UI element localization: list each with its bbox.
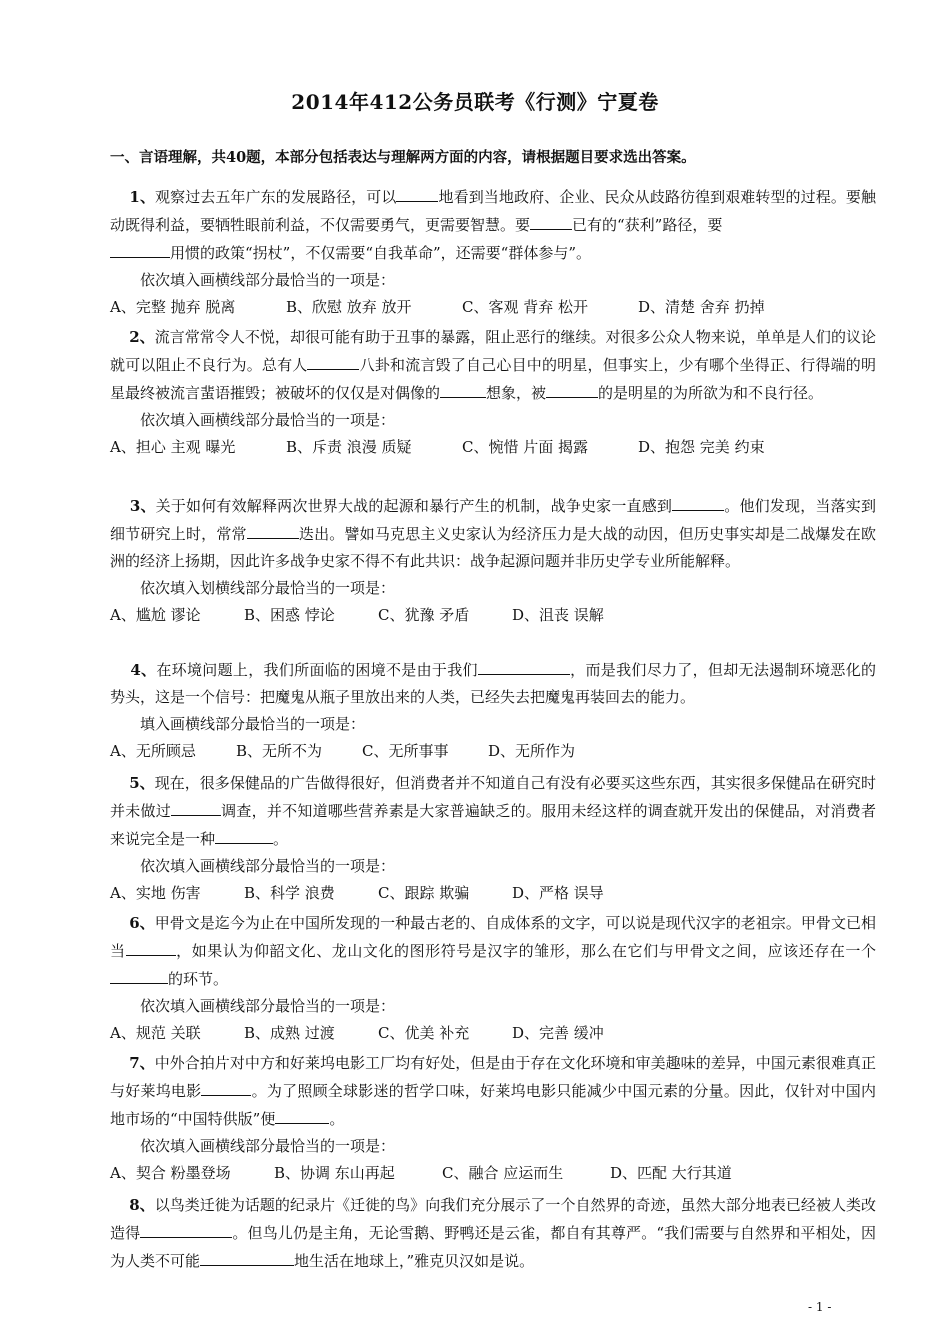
- question-text: 流言常常令人不悦，却很可能有助于丑事的暴露，阻止恶行的继续。对很多公众人物来说，单单是人们的议论就可以阻止不良行为。总有人: [110, 328, 876, 374]
- question-number: 5、: [129, 774, 155, 792]
- option-a[interactable]: A、契合 粉墨登场: [110, 1164, 231, 1182]
- question-text: ，如果认为仰韶文化、龙山文化的图形符号是汉字的雏形，那么在它们与甲骨文之间，应该还存在一个: [175, 942, 876, 960]
- option-c[interactable]: C、犹豫 矛盾: [378, 606, 470, 624]
- option-b[interactable]: B、协调 东山再起: [274, 1164, 395, 1182]
- option-b[interactable]: B、欣慰 放弃 放开: [286, 298, 412, 316]
- question-text: 地生活在地球上，”雅克贝汉如是说。: [294, 1252, 535, 1270]
- option-d[interactable]: D、沮丧 误解: [512, 606, 604, 624]
- answer-blank[interactable]: [201, 1077, 251, 1096]
- question-text: 想象，被: [486, 384, 547, 402]
- answer-blank[interactable]: [215, 825, 273, 844]
- options-row: [110, 880, 876, 907]
- question-text: 。但鸟儿仍是主角，无论雪鹅、野鸭还是云雀，都自有其尊严。“我们需要与自然界和平相处，因为人类不可能: [110, 1224, 876, 1270]
- question-prompt: 填入画横线部分最恰当的一项是：: [140, 715, 366, 733]
- answer-blank[interactable]: [440, 379, 486, 398]
- question-prompt: 依次填入画横线部分最恰当的一项是：: [140, 857, 396, 875]
- option-d[interactable]: D、清楚 舍弃 扔掉: [638, 298, 765, 316]
- option-d[interactable]: D、严格 误导: [512, 884, 604, 902]
- question-text: 。: [329, 1110, 345, 1128]
- question-text: 调查，并不知道哪些营养素是大家普遍缺乏的。服用未经这样的调查就开发出的保健品，对消费者来说完全是一种: [110, 802, 876, 848]
- option-b[interactable]: B、成熟 过渡: [244, 1024, 335, 1042]
- question-5: [110, 770, 876, 907]
- question-text: 用惯的政策“拐杖”，不仅需要“自我革命”，还需要“群体参与”。: [170, 244, 592, 262]
- option-b[interactable]: B、无所不为: [236, 742, 323, 760]
- question-text: 已有的“获利”路径，要: [572, 216, 723, 234]
- option-c[interactable]: C、客观 背弃 松开: [462, 298, 589, 316]
- question-text: 。他们发现，当落实到细节研究上时，常常: [110, 497, 877, 543]
- options-row: [110, 738, 876, 765]
- question-text: 中外合拍片对中方和好莱坞电影工厂均有好处，但是由于存在文化环境和审美趣味的差异，中国元素很难真正与好莱坞电影: [110, 1054, 876, 1100]
- option-d[interactable]: D、匹配 大行其道: [610, 1164, 732, 1182]
- page-title: 2014年412公务员联考《行测》宁夏卷: [291, 90, 659, 114]
- page-number: - 1 -: [808, 1300, 832, 1314]
- answer-blank[interactable]: [307, 351, 359, 370]
- question-text: 关于如何有效解释两次世界大战的起源和暴行产生的机制，战争史家一直感到: [155, 497, 673, 515]
- answer-blank[interactable]: [110, 239, 170, 258]
- question-7: [110, 1050, 876, 1187]
- options-row: [110, 1020, 876, 1047]
- question-number: 4、: [130, 661, 157, 679]
- question-text: 在环境问题上，我们所面临的困境不是由于我们: [156, 661, 478, 679]
- question-text: 甲骨文是迄今为止在中国所发现的一种最古老的、自成体系的文字，可以说是现代汉字的老祖宗。甲骨文已相当: [110, 914, 876, 960]
- question-number: 1、: [129, 188, 156, 206]
- question-text: 的是明星的为所欲为和不良行径。: [598, 384, 824, 402]
- option-a[interactable]: A、实地 伤害: [110, 884, 201, 902]
- question-text: 以鸟类迁徙为话题的纪录片《迁徙的鸟》向我们充分展示了一个自然界的奇迹，虽然大部分地表已经被人类改造得: [110, 1196, 876, 1242]
- option-a[interactable]: A、完整 抛弃 脱离: [110, 298, 236, 316]
- question-prompt: 依次填入画横线部分最恰当的一项是：: [140, 997, 396, 1015]
- question-prompt: 依次填入画横线部分最恰当的一项是：: [140, 271, 396, 289]
- option-c[interactable]: C、融合 应运而生: [442, 1164, 564, 1182]
- question-prompt: 依次填入画横线部分最恰当的一项是：: [140, 411, 396, 429]
- question-text: 八卦和流言毁了自己心目中的明星，但事实上，少有哪个坐得正、行得端的明星最终被流言蜚语摧毁；被破坏的仅仅是对偶像的: [110, 356, 876, 402]
- answer-blank[interactable]: [140, 1219, 232, 1238]
- question-number: 7、: [129, 1054, 155, 1072]
- option-b[interactable]: B、困惑 悖论: [244, 606, 335, 624]
- option-b[interactable]: B、科学 浪费: [244, 884, 335, 902]
- option-d[interactable]: D、无所作为: [488, 742, 576, 760]
- answer-blank[interactable]: [672, 492, 724, 511]
- option-a[interactable]: A、担心 主观 曝光: [110, 438, 236, 456]
- question-6: [110, 910, 876, 1047]
- question-8: [110, 1192, 876, 1275]
- answer-blank[interactable]: [396, 183, 438, 202]
- option-d[interactable]: D、抱怨 完美 约束: [638, 438, 765, 456]
- option-b[interactable]: B、斥责 浪漫 质疑: [286, 438, 412, 456]
- question-text: 观察过去五年广东的发展路径，可以: [155, 188, 397, 206]
- answer-blank[interactable]: [530, 211, 572, 230]
- question-text: 地看到当地政府、企业、民众从歧路彷徨到艰难转型的过程。要触动既得利益，要牺牲眼前利益，不仅需要勇气，更需要智慧。要: [110, 188, 876, 234]
- question-text: 的环节。: [168, 970, 229, 988]
- answer-blank[interactable]: [110, 965, 168, 984]
- question-3: [110, 492, 876, 629]
- question-4: [110, 656, 876, 765]
- answer-blank[interactable]: [171, 797, 221, 816]
- options-row: [110, 434, 876, 461]
- option-c[interactable]: C、优美 补充: [378, 1024, 470, 1042]
- answer-blank[interactable]: [247, 520, 299, 539]
- answer-blank[interactable]: [546, 379, 598, 398]
- question-text: 。: [273, 830, 289, 848]
- option-a[interactable]: A、尴尬 谬论: [110, 606, 201, 624]
- question-number: 3、: [129, 497, 156, 515]
- question-prompt: 依次填入画横线部分最恰当的一项是：: [140, 1137, 396, 1155]
- options-row: [110, 294, 876, 321]
- answer-blank[interactable]: [275, 1105, 329, 1124]
- answer-blank[interactable]: [478, 656, 570, 675]
- option-a[interactable]: A、规范 关联: [110, 1024, 201, 1042]
- answer-blank[interactable]: [200, 1247, 294, 1266]
- question-number: 6、: [129, 914, 155, 932]
- question-text: 现在，很多保健品的广告做得很好，但消费者并不知道自己有没有必要买这些东西，其实很多保健品在研究时并未做过: [110, 774, 876, 820]
- options-row: [110, 1160, 876, 1187]
- option-d[interactable]: D、完善 缓冲: [512, 1024, 604, 1042]
- answer-blank[interactable]: [126, 937, 176, 956]
- section-heading: 一、言语理解，共40题，本部分包括表达与理解两方面的内容，请根据题目要求选出答案。: [110, 149, 696, 166]
- question-text: 迭出。譬如马克思主义史家认为经济压力是大战的动因，但历史事实却是二战爆发在欧洲的经济上扬期，因此许多战争史家不得不有此共识：战争起源问题并非历史学专业所能解释。: [110, 525, 876, 570]
- option-c[interactable]: C、惋惜 片面 揭露: [462, 438, 589, 456]
- option-a[interactable]: A、无所顾忌: [110, 742, 196, 760]
- question-text: 。为了照顾全球影迷的哲学口味，好莱坞电影只能减少中国元素的分量。因此，仅针对中国内地市场的“中国特供版”便: [110, 1082, 876, 1128]
- options-row: [110, 602, 876, 629]
- question-1: [110, 183, 876, 321]
- option-c[interactable]: C、无所事事: [362, 742, 449, 760]
- question-number: 2、: [129, 328, 155, 346]
- question-prompt: 依次填入划横线部分最恰当的一项是：: [140, 579, 396, 597]
- question-number: 8、: [129, 1196, 155, 1214]
- option-c[interactable]: C、跟踪 欺骗: [378, 884, 470, 902]
- question-text: ，而是我们尽力了，但却无法遏制环境恶化的势头，这是一个信号：把魔鬼从瓶子里放出来的人类，已经失去把魔鬼再装回去的能力。: [110, 661, 876, 706]
- question-2: [110, 324, 876, 461]
